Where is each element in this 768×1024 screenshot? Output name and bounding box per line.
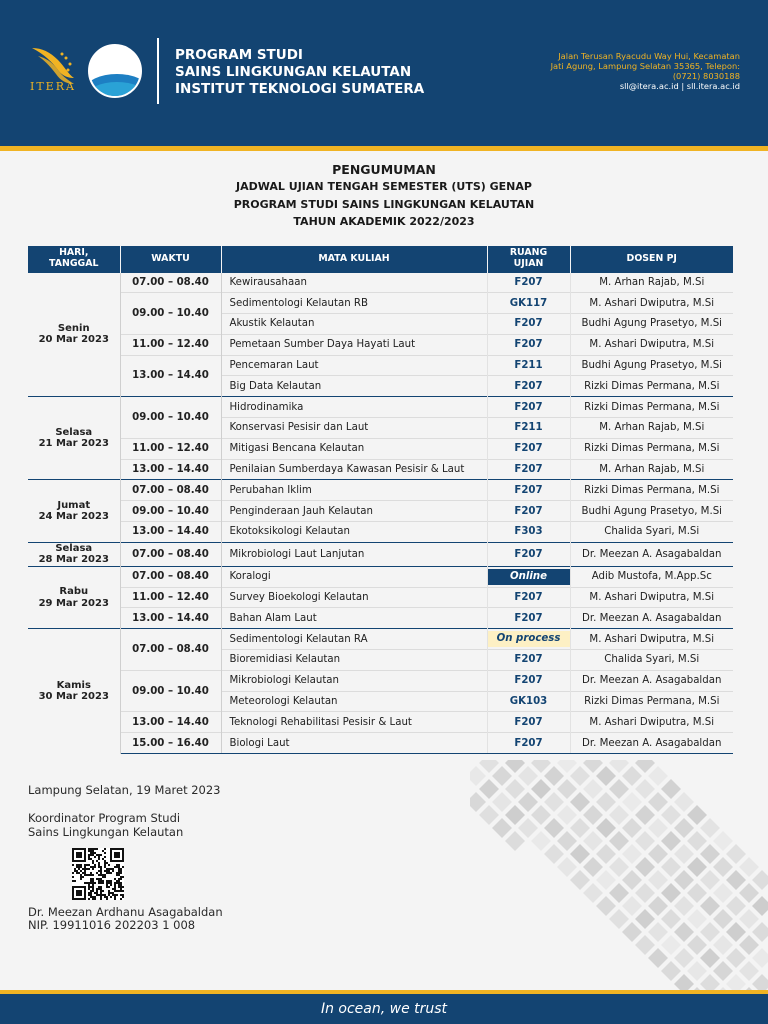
time-cell: 15.00 – 16.40 — [120, 733, 221, 754]
room-cell: F207 — [487, 376, 570, 397]
header-room: RUANG UJIAN — [487, 246, 570, 272]
time-cell: 13.00 – 14.40 — [120, 712, 221, 733]
contact-address-1: Jalan Terusan Ryacudu Way Hui, Kecamatan — [558, 51, 740, 61]
day-date: 30 Mar 2023 — [38, 691, 109, 703]
room-cell: F207 — [487, 542, 570, 566]
table-row — [28, 712, 733, 733]
course-cell: Penilaian Sumberdaya Kawasan Pesisir & Laut — [221, 459, 487, 480]
sll-logo-icon — [88, 44, 142, 98]
exam-schedule-table — [28, 246, 733, 754]
day-cell — [28, 629, 120, 754]
time-cell: 13.00 – 14.40 — [120, 608, 221, 629]
day-name: Jumat — [57, 499, 91, 511]
signature-role-1: Koordinator Program Studi — [28, 811, 181, 825]
table-row — [28, 542, 733, 566]
day-date: 28 Mar 2023 — [38, 554, 109, 566]
course-cell: Bahan Alam Laut — [221, 608, 487, 629]
program-line-2: SAINS LINGKUNGAN KELAUTAN — [175, 64, 412, 80]
course-cell: Teknologi Rehabilitasi Pesisir & Laut — [221, 712, 487, 733]
lecturer-cell: Dr. Meezan A. Asagabaldan — [570, 670, 733, 691]
course-cell: Konservasi Pesisir dan Laut — [221, 418, 487, 439]
footer-tagline: In ocean, we trust — [0, 994, 768, 1024]
day-date: 20 Mar 2023 — [38, 334, 109, 346]
signature-place-date: Lampung Selatan, 19 Maret 2023 — [28, 783, 221, 797]
on-process-badge: On process — [488, 631, 570, 647]
time-cell: 13.00 – 14.40 — [120, 459, 221, 480]
header-time: WAKTU — [120, 246, 221, 272]
room-cell: F211 — [487, 355, 570, 376]
room-cell: F207 — [487, 397, 570, 418]
qr-code-icon — [72, 848, 124, 900]
table-header-row — [28, 246, 733, 272]
table-row — [28, 608, 733, 629]
time-cell: 07.00 – 08.40 — [120, 272, 221, 293]
lecturer-cell: M. Arhan Rajab, M.Si — [570, 418, 733, 439]
course-cell: Bioremidiasi Kelautan — [221, 650, 487, 671]
course-cell: Penginderaan Jauh Kelautan — [221, 501, 487, 522]
course-cell: Big Data Kelautan — [221, 376, 487, 397]
header-divider — [157, 38, 159, 104]
time-cell: 07.00 – 08.40 — [120, 480, 221, 501]
course-cell: Mikrobiologi Kelautan — [221, 670, 487, 691]
table-row — [28, 438, 733, 459]
day-cell — [28, 272, 120, 397]
lecturer-cell: Rizki Dimas Permana, M.Si — [570, 376, 733, 397]
lecturer-cell: Budhi Agung Prasetyo, M.Si — [570, 355, 733, 376]
room-cell: F207 — [487, 272, 570, 293]
day-name: Senin — [57, 322, 90, 334]
lecturer-cell: Rizki Dimas Permana, M.Si — [570, 438, 733, 459]
day-date: 21 Mar 2023 — [38, 438, 109, 450]
announcement-title — [0, 161, 768, 231]
lecturer-cell: M. Ashari Dwiputra, M.Si — [570, 334, 733, 355]
table-row — [28, 293, 733, 314]
time-cell: 07.00 – 08.40 — [120, 542, 221, 566]
course-cell: Akustik Kelautan — [221, 314, 487, 335]
lecturer-cell: M. Ashari Dwiputra, M.Si — [570, 629, 733, 650]
program-title — [175, 47, 424, 98]
course-cell: Perubahan Iklim — [221, 480, 487, 501]
time-cell: 09.00 – 10.40 — [120, 397, 221, 439]
table-row — [28, 501, 733, 522]
room-cell: F207 — [487, 670, 570, 691]
signature-name: Dr. Meezan Ardhanu Asagabaldan — [28, 905, 223, 919]
online-badge: Online — [488, 569, 570, 585]
table-row — [28, 459, 733, 480]
time-cell: 09.00 – 10.40 — [120, 670, 221, 712]
day-date: 24 Mar 2023 — [38, 511, 109, 523]
day-cell — [28, 480, 120, 542]
course-cell: Mikrobiologi Laut Lanjutan — [221, 542, 487, 566]
itera-logo-text: ITERA — [30, 80, 76, 93]
room-cell: F207 — [487, 438, 570, 459]
title-line-3: PROGRAM STUDI SAINS LINGKUNGAN KELAUTAN — [233, 197, 535, 211]
day-name: Kamis — [56, 679, 91, 691]
lecturer-cell: M. Ashari Dwiputra, M.Si — [570, 587, 733, 608]
table-row — [28, 522, 733, 543]
course-cell: Hidrodinamika — [221, 397, 487, 418]
title-line-4: TAHUN AKADEMIK 2022/2023 — [293, 215, 475, 228]
table-row — [28, 629, 733, 650]
course-cell: Pemetaan Sumber Daya Hayati Laut — [221, 334, 487, 355]
day-cell — [28, 397, 120, 480]
day-cell — [28, 566, 120, 628]
time-cell: 11.00 – 12.40 — [120, 438, 221, 459]
lecturer-cell: M. Arhan Rajab, M.Si — [570, 272, 733, 293]
room-cell: F207 — [487, 650, 570, 671]
room-cell: F211 — [487, 418, 570, 439]
contact-phone: (0721) 8030188 — [672, 71, 740, 81]
lecturer-cell: Budhi Agung Prasetyo, M.Si — [570, 501, 733, 522]
room-cell: F207 — [487, 480, 570, 501]
signature-role-2: Sains Lingkungan Kelautan — [28, 825, 184, 839]
room-cell: F207 — [487, 712, 570, 733]
course-cell: Mitigasi Bencana Kelautan — [221, 438, 487, 459]
title-line-2: JADWAL UJIAN TENGAH SEMESTER (UTS) GENAP — [236, 180, 532, 193]
room-cell: F303 — [487, 522, 570, 543]
room-cell: F207 — [487, 733, 570, 754]
time-cell: 11.00 – 12.40 — [120, 334, 221, 355]
title-line-1: PENGUMUMAN — [332, 162, 436, 177]
lecturer-cell: Dr. Meezan A. Asagabaldan — [570, 608, 733, 629]
table-row — [28, 733, 733, 754]
time-cell: 13.00 – 14.40 — [120, 522, 221, 543]
lecturer-cell: Adib Mustofa, M.App.Sc — [570, 566, 733, 587]
lecturer-cell: Rizki Dimas Permana, M.Si — [570, 691, 733, 712]
schedule-body — [28, 272, 733, 754]
course-cell: Biologi Laut — [221, 733, 487, 754]
time-cell: 11.00 – 12.40 — [120, 587, 221, 608]
course-cell: Meteorologi Kelautan — [221, 691, 487, 712]
contact-email[interactable]: sll@itera.ac.id | sll.itera.ac.id — [619, 81, 740, 91]
contact-address-2: Jati Agung, Lampung Selatan 35365, Telepon: — [550, 61, 740, 71]
day-name: Selasa — [55, 542, 93, 554]
time-cell: 07.00 – 08.40 — [120, 566, 221, 587]
decorative-tile-pattern — [470, 760, 768, 996]
letterhead — [0, 0, 768, 146]
day-cell — [28, 542, 120, 566]
room-cell: F207 — [487, 314, 570, 335]
room-cell — [487, 629, 570, 650]
course-cell: Koralogi — [221, 566, 487, 587]
room-cell: F207 — [487, 334, 570, 355]
header-accent-stripe — [0, 146, 768, 151]
room-cell: F207 — [487, 587, 570, 608]
lecturer-cell: M. Ashari Dwiputra, M.Si — [570, 712, 733, 733]
course-cell: Sedimentologi Kelautan RB — [221, 293, 487, 314]
time-cell: 07.00 – 08.40 — [120, 629, 221, 671]
table-row — [28, 566, 733, 587]
lecturer-cell: Dr. Meezan A. Asagabaldan — [570, 733, 733, 754]
day-date: 29 Mar 2023 — [38, 597, 109, 609]
time-cell: 13.00 – 14.40 — [120, 355, 221, 397]
room-cell — [487, 566, 570, 587]
course-cell: Pencemaran Laut — [221, 355, 487, 376]
contact-info — [551, 51, 740, 91]
header-day: HARI, TANGGAL — [28, 246, 120, 272]
table-row — [28, 587, 733, 608]
room-cell: F207 — [487, 501, 570, 522]
lecturer-cell: Budhi Agung Prasetyo, M.Si — [570, 314, 733, 335]
table-row — [28, 272, 733, 293]
room-cell: F207 — [487, 459, 570, 480]
course-cell: Sedimentologi Kelautan RA — [221, 629, 487, 650]
course-cell: Survey Bioekologi Kelautan — [221, 587, 487, 608]
course-cell: Kewirausahaan — [221, 272, 487, 293]
room-cell: F207 — [487, 608, 570, 629]
time-cell: 09.00 – 10.40 — [120, 293, 221, 335]
lecturer-cell: Chalida Syari, M.Si — [570, 522, 733, 543]
lecturer-cell: Rizki Dimas Permana, M.Si — [570, 480, 733, 501]
time-cell: 09.00 – 10.40 — [120, 501, 221, 522]
table-row — [28, 480, 733, 501]
lecturer-cell: Chalida Syari, M.Si — [570, 650, 733, 671]
table-row — [28, 355, 733, 376]
program-line-3: INSTITUT TEKNOLOGI SUMATERA — [175, 81, 425, 97]
course-cell: Ekotoksikologi Kelautan — [221, 522, 487, 543]
lecturer-cell: Dr. Meezan A. Asagabaldan — [570, 542, 733, 566]
header-course: MATA KULIAH — [221, 246, 487, 272]
signature-nip: NIP. 19911016 202203 1 008 — [28, 918, 196, 932]
room-cell: GK103 — [487, 691, 570, 712]
table-row — [28, 334, 733, 355]
lecturer-cell: M. Arhan Rajab, M.Si — [570, 459, 733, 480]
room-cell: GK117 — [487, 293, 570, 314]
day-name: Selasa — [55, 426, 93, 438]
lecturer-cell: M. Ashari Dwiputra, M.Si — [570, 293, 733, 314]
header-lecturer: DOSEN PJ — [570, 246, 733, 272]
table-row — [28, 397, 733, 418]
program-line-1: PROGRAM STUDI — [175, 47, 303, 63]
lecturer-cell: Rizki Dimas Permana, M.Si — [570, 397, 733, 418]
table-row — [28, 670, 733, 691]
day-name: Rabu — [59, 586, 89, 598]
